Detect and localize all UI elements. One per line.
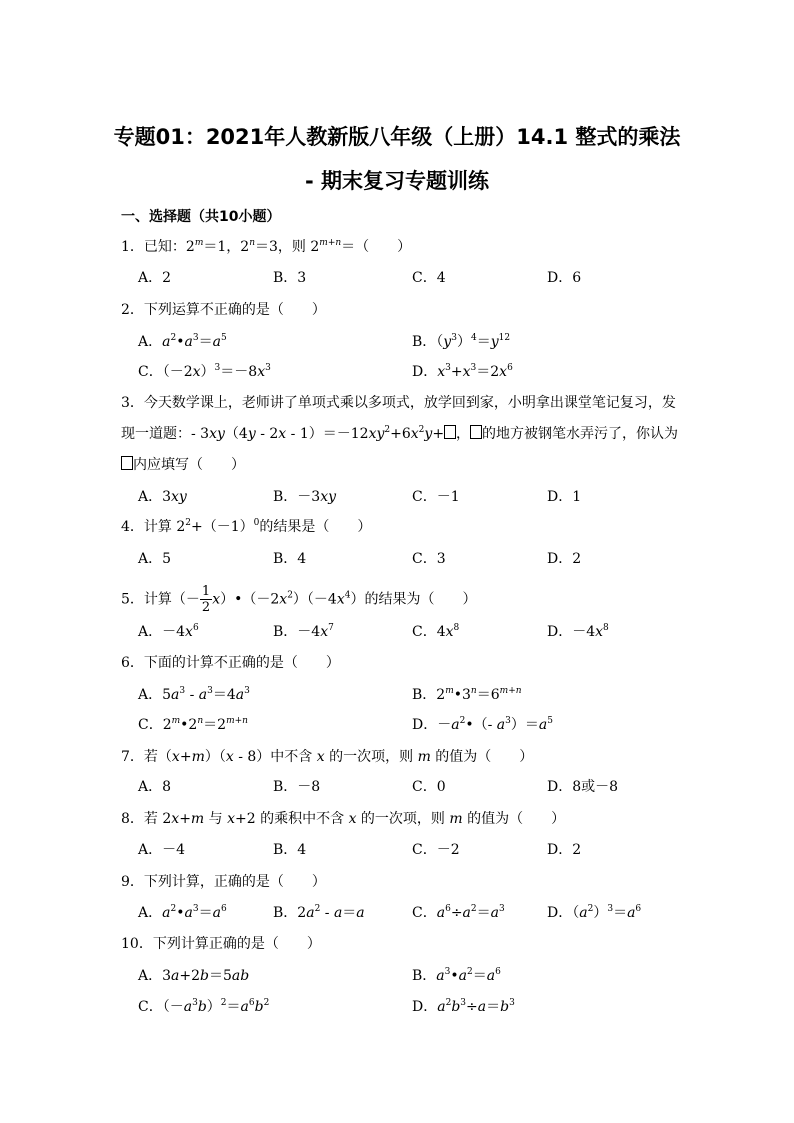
question-4: 4．计算 $2^2+(-1)^0$的结果是（ ） [121,518,372,535]
q2-option-b[interactable]: B．$(y^3)^4=y^{12}$ [412,333,511,350]
q1-option-d[interactable]: D．6 [547,270,582,286]
q8-option-b[interactable]: B．4 [273,842,307,858]
question-2: 2．下列运算不正确的是（ ） [121,302,326,318]
q10-option-a[interactable]: A．3a+2b＝5ab [138,968,250,984]
section-heading: 一、选择题（共10小题） [121,209,281,225]
q8-option-d[interactable]: D．2 [547,842,582,858]
question-3: 3．今天数学课上，老师讲了单项式乘以多项式，放学回到家，小明拿出课堂笔记复习，发现一道题：- $3xy(4y - 2x - 1)=-12xy^2+6x^2y+$ ， 的地方被钢笔水弄污了，你认为内应填写（ ） [121,395,679,473]
q5-option-c[interactable]: C．$4x^8$ [412,623,460,640]
q8-option-c[interactable]: C．－2 [412,842,460,858]
q7-option-a[interactable]: A．8 [138,779,172,795]
q4-option-c[interactable]: C．3 [412,551,446,567]
q9-option-c[interactable]: C．$a^6\div a^2=a^3$ [412,904,505,921]
q5-option-a[interactable]: A．$-4x^6$ [138,623,199,640]
question-8: 8．若 2x+m 与 x+2 的乘积中不含 x 的一次项，则 m 的值为（ ） [121,811,566,827]
q2-option-c[interactable]: C．$(-2x)^3=-8x^3$ [138,363,271,380]
document-title-line1: 专题01：2021年人教新版八年级（上册）14.1 整式的乘法 [113,125,681,149]
q6-option-c[interactable]: C．$2^m•2^n=2^{m+n}$ [138,716,248,733]
blank-box-icon [470,425,482,439]
document-title-line2: - 期末复习专题训练 [304,169,490,193]
question-1: 1．已知：$2^m=1$，$2^n=3$，则 $2^{m+n}=$（ ） [121,238,412,255]
q9-option-b[interactable]: B．$2a^2 - a=a$ [273,904,365,921]
q2-option-a[interactable]: A．$a^2•a^3=a^5$ [138,333,227,350]
q4-option-d[interactable]: D．2 [547,551,582,567]
q5-option-b[interactable]: B．$-4x^7$ [273,623,334,640]
q8-option-a[interactable]: A．－4 [138,842,186,858]
q7-option-b[interactable]: B．－8 [273,779,321,795]
q3-option-c[interactable]: C．－1 [412,489,460,505]
blank-box-icon [121,456,133,470]
q10-option-d[interactable]: D．$a^2b^3\div a=b^3$ [412,998,515,1015]
question-6: 6．下面的计算不正确的是（ ） [121,655,340,671]
q6-option-b[interactable]: B．$2^m•3^n=6^{m+n}$ [412,686,522,703]
q9-option-a[interactable]: A．$a^2•a^3=a^6$ [138,904,227,921]
q3-option-b[interactable]: B．－3xy [273,489,337,505]
fraction-one-half: $\frac{1}{2}$ [201,584,211,615]
q6-option-d[interactable]: D．$-a^2•(-$ $a^3)=a^5$ [412,716,553,733]
q6-option-a[interactable]: A．$5a^3 - a^3=4a^3$ [138,686,250,703]
question-10: 10．下列计算正确的是（ ） [121,936,321,952]
q7-option-c[interactable]: C．0 [412,779,446,795]
q7-option-d[interactable]: D．8或－8 [547,779,619,795]
q3-option-d[interactable]: D．1 [547,489,582,505]
blank-box-icon [444,425,456,439]
question-7: 7．若（x+m）（x - 8）中不含 x 的一次项，则 m 的值为（ ） [121,749,534,765]
q10-option-b[interactable]: B．$a^3•a^2=a^6$ [412,967,501,984]
q3-option-a[interactable]: A．3xy [138,489,187,505]
q2-option-d[interactable]: D．$x^3+x^3=2x^6$ [412,363,513,380]
q4-option-a[interactable]: A．5 [138,551,172,567]
question-5: 5．计算（－ $\frac{1}{2}$ $x)•(-2x^2)(-4x^4)$的结果为（ ） [121,584,477,615]
q1-option-a[interactable]: A．2 [138,270,172,286]
q1-option-c[interactable]: C．4 [412,270,446,286]
question-9: 9．下列计算，正确的是（ ） [121,874,326,890]
q5-option-d[interactable]: D．$-4x^8$ [547,623,609,640]
q10-option-c[interactable]: C．$(-a^3b)^2=a^6b^2$ [138,998,270,1015]
q9-option-d[interactable]: D．$(a^2)^3=a^6$ [547,904,642,921]
q1-option-b[interactable]: B．3 [273,270,307,286]
q4-option-b[interactable]: B．4 [273,551,307,567]
